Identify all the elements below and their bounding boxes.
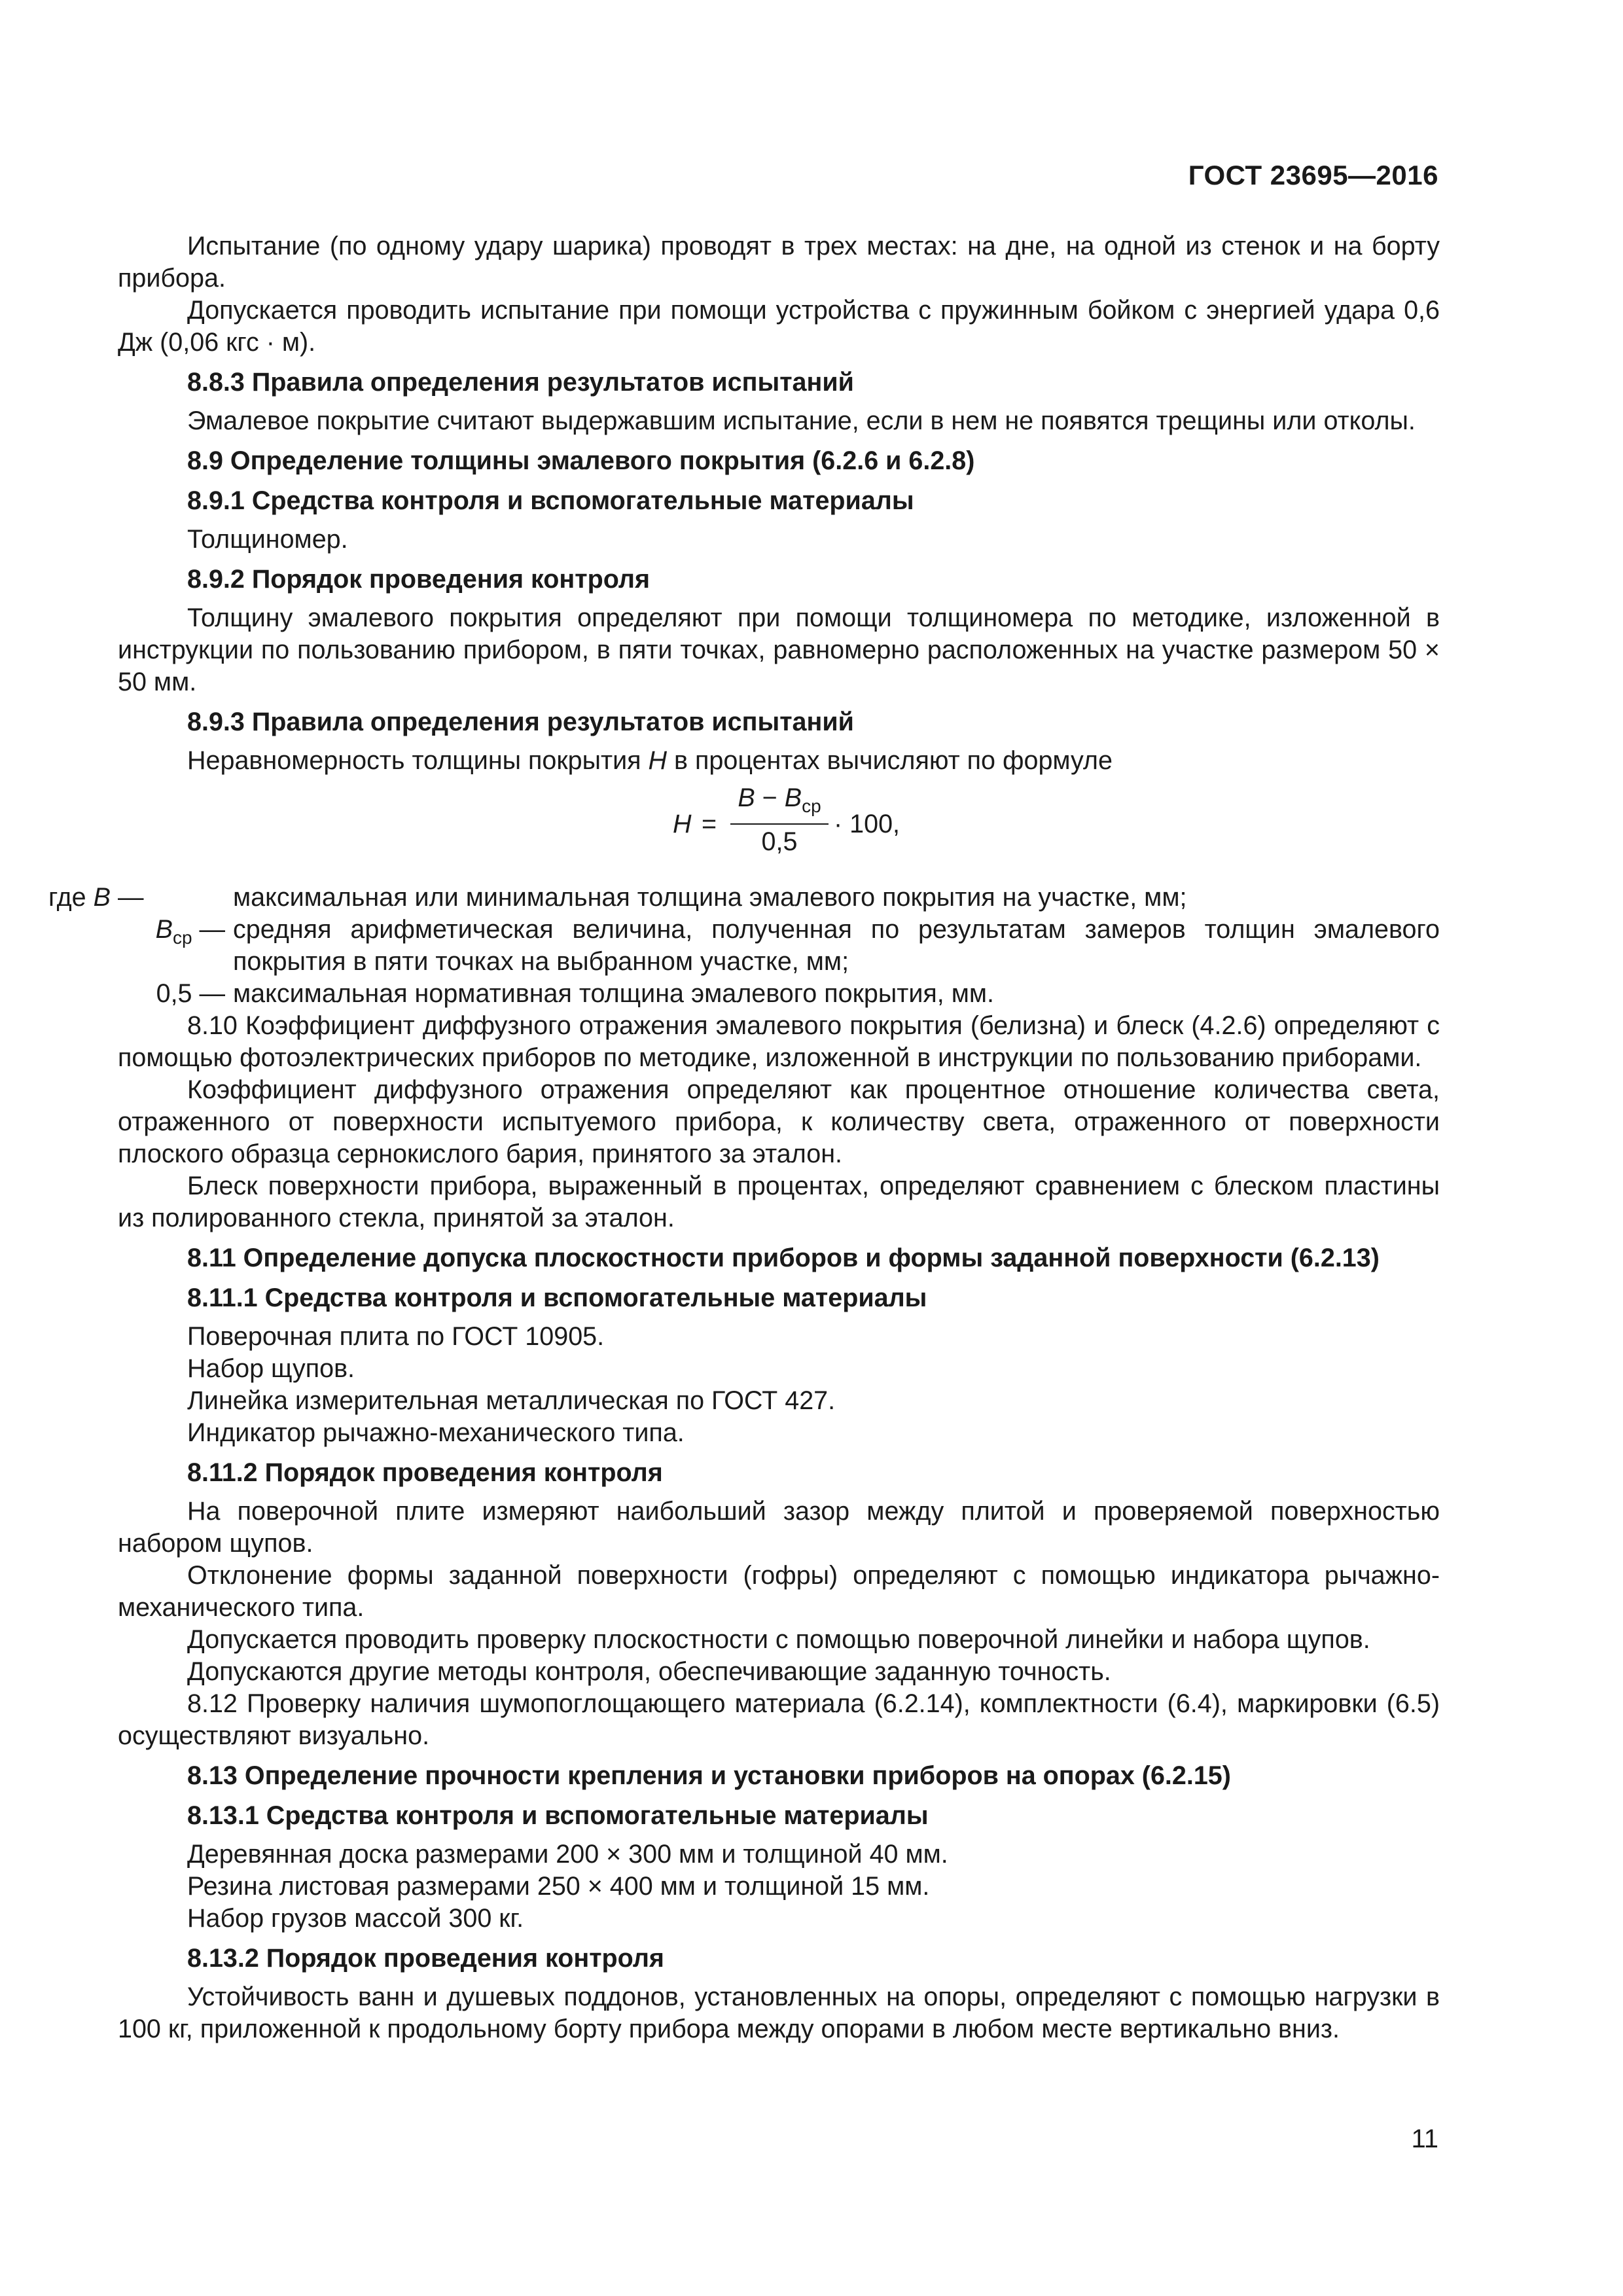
list-item: Поверочная плита по ГОСТ 10905. (187, 1322, 605, 1351)
standard-header: ГОСТ 23695—2016 (1188, 160, 1438, 190)
formula-rhs: · 100, (834, 810, 901, 838)
where-row: 0,5 — максимальная нормативная толщина эмалевого покрытия, мм. (156, 979, 995, 1008)
formula-numerator: $B - B_{ср}$ (738, 783, 821, 816)
paragraph: 8.12 Проверку наличия шумопоглощающего материала (6.2.14), комплектности (6.4), маркировки (6.5) осуществляют визуально. (118, 1689, 1440, 1750)
paragraph: Толщину эмалевого покрытия определяют при помощи толщиномера по методике, изложенной в инструкции по пользованию прибором, в пяти точках, равномерно расположенных на участке размером 50 × 50 мм. (118, 603, 1440, 696)
formula-equals: = (702, 810, 717, 838)
list-item: Индикатор рычажно-механического типа. (187, 1418, 685, 1447)
section-heading: 8.11.1 Средства контроля и вспомогательные материалы (187, 1283, 927, 1312)
section-heading: 8.13.2 Порядок проведения контроля (187, 1944, 664, 1973)
section-heading: 8.9.2 Порядок проведения контроля (187, 565, 650, 594)
paragraph: Допускаются другие методы контроля, обеспечивающие заданную точность. (187, 1657, 1111, 1686)
paragraph: Блеск поверхности прибора, выраженный в процентах, определяют сравнением с блеском пластины из полированного стекла, принятой за эталон. (118, 1172, 1440, 1232)
section-heading: 8.8.3 Правила определения результатов испытаний (187, 368, 854, 397)
where-row: $B_{ср}$ — средняя арифметическая величина, полученная по результатам замеров толщин эмалевого покрытия в пяти точках на выбранном участке, мм; (155, 915, 1440, 976)
list-item: Линейка измерительная металлическая по ГОСТ 427. (187, 1386, 836, 1415)
section-heading: 8.11.2 Порядок проведения контроля (187, 1458, 663, 1487)
paragraph: Допускается проводить проверку плоскостности с помощью поверочной линейки и набора щупов. (187, 1625, 1370, 1654)
list-item: Резина листовая размерами 250 × 400 мм и толщиной 15 мм. (187, 1872, 930, 1901)
list-item: Набор грузов массой 300 кг. (187, 1904, 524, 1933)
section-heading: 8.9.1 Средства контроля и вспомогательные материалы (187, 486, 914, 515)
section-heading: 8.13.1 Средства контроля и вспомогательные материалы (187, 1801, 929, 1830)
section-heading: 8.11 Определение допуска плоскостности приборов и формы заданной поверхности (6.2.13) (187, 1244, 1380, 1272)
list-item: Деревянная доска размерами 200 × 300 мм и толщиной 40 мм. (187, 1840, 948, 1869)
paragraph: Эмалевое покрытие считают выдержавшим испытание, если в нем не появятся трещины или отколы. (187, 406, 1416, 435)
page-content (48, 230, 1440, 2045)
paragraph: Отклонение формы заданной поверхности (гофры) определяют с помощью индикатора рычажно-механического типа. (118, 1561, 1440, 1622)
formula-denominator: 0,5 (761, 827, 798, 856)
formula-intro: Неравномерность толщины покрытия H в процентах вычисляют по формуле (187, 746, 1113, 775)
paragraph: На поверочной плите измеряют наибольший зазор между плитой и проверяемой поверхностью набором щупов. (118, 1497, 1440, 1558)
paragraph: Испытание (по одному удару шарика) проводят в трех местах: на дне, на одной из стенок и на борту прибора. (118, 232, 1440, 293)
paragraph: Допускается проводить испытание при помощи устройства с пружинным бойком с энергией удара 0,6 Дж (0,06 кгс · м). (118, 296, 1440, 357)
paragraph: 8.10 Коэффициент диффузного отражения эмалевого покрытия (белизна) и блеск (4.2.6) определяют с помощью фотоэлектрических приборов по методике, изложенной в инструкции по пользованию приборами. (118, 1011, 1440, 1072)
formula-lhs: H (673, 810, 692, 838)
list-item: Набор щупов. (187, 1354, 355, 1383)
section-heading: 8.9.3 Правила определения результатов испытаний (187, 708, 854, 736)
list-item: Толщиномер. (187, 525, 348, 554)
section-heading: 8.9 Определение толщины эмалевого покрытия (6.2.6 и 6.2.8) (187, 446, 975, 475)
paragraph: Устойчивость ванн и душевых поддонов, установленных на опоры, определяют с помощью нагрузки в 100 кг, приложенной к продольному борту прибора между опорами в любом месте вертикально вниз. (118, 1982, 1440, 2043)
variable-h: H (648, 746, 668, 775)
paragraph: Коэффициент диффузного отражения определяют как процентное отношение количества света, отраженного от поверхности испытуемого прибора, к количеству света, отраженного от поверхности плоского образца сернокислого бария, принятого за эталон. (118, 1075, 1440, 1168)
where-block (48, 882, 1440, 1010)
where-row: где B — максимальная или минимальная толщина эмалевого покрытия на участке, мм; (48, 883, 1187, 912)
page-number: 11 (1411, 2125, 1438, 2153)
fraction-bar (730, 823, 829, 825)
formula (118, 780, 1440, 878)
formula-fraction (730, 783, 829, 856)
section-heading: 8.13 Определение прочности крепления и установки приборов на опорах (6.2.15) (187, 1761, 1231, 1790)
